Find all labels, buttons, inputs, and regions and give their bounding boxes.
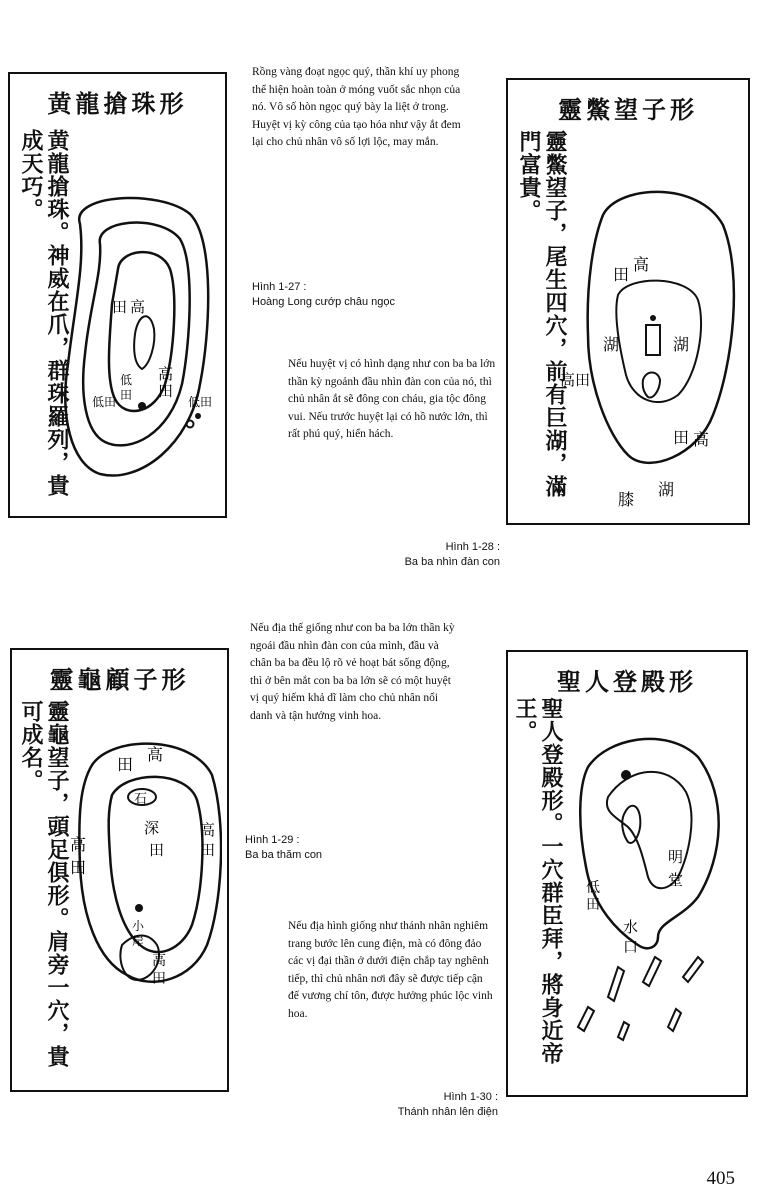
fig27-label-3: 高 — [158, 365, 174, 383]
fig30-label-5: 水 — [623, 918, 639, 936]
fig30-label-6: 口 — [623, 938, 639, 956]
figure-1-30-frame — [506, 650, 748, 1097]
fig30-label-1: 明 — [668, 848, 684, 866]
figure-1-28-paragraph: Nếu huyệt vị có hình dạng như con ba ba lớn thần kỳ ngoảnh đầu nhìn đàn con của nó, thì chủ nhân ắt sẽ đông con cháu, gia tộc đông vui. Nếu trước huyệt lại có hồ nước lớn, thì rất phú quý, hiển hách. — [288, 358, 496, 440]
fig30-label-4: 田 — [586, 897, 600, 913]
figure-1-30-title: 聖人登殿形 — [557, 667, 697, 696]
figure-1-30-paragraph: Nếu địa hình giống như thánh nhân nghiêm trang bước lên cung điện, mà có đông đảo các vị đại thần ở dưới điện chắp tay nghênh tiếp, thì chủ nhân nơi đây sẽ được tiếp cận đế vương chí tôn, được hưởng phúc lộc vinh hoa. — [288, 920, 493, 1020]
fig29-label-12: 小 — [132, 919, 145, 933]
fig29-label-4: 田 — [70, 858, 87, 877]
fig29-label-8: 高 — [200, 821, 216, 839]
figure-1-27-paragraph: Rồng vàng đoạt ngọc quý, thần khí uy phong thể hiện hoàn toàn ở móng vuốt sắc nhọn của nó. Vô số hòn ngọc quý bày la liệt ở trong. Huyệt vị kỳ công của tạo hóa như vậy ắt đem lại cho chủ nhân vô số lợi lộc, may mắn. — [252, 66, 461, 148]
fig29-label-13: 岸 — [132, 934, 145, 948]
fig30-label-3: 低 — [586, 880, 600, 896]
fig29-label-7: 田 — [149, 841, 165, 859]
fig29-label-1: 高 — [147, 745, 164, 764]
page-number: 405 — [706, 1168, 735, 1189]
figure-1-27-title: 黄龍搶珠形 — [47, 89, 188, 118]
figure-1-29-caption-num: Hình 1-29 : — [245, 834, 300, 846]
figure-1-28-caption-name: Ba ba nhìn đàn con — [404, 556, 500, 568]
figure-1-29-caption-name: Ba ba thăm con — [245, 849, 323, 861]
figure-1-29-paragraph: Nếu địa thế giống như con ba ba lớn thần kỳ ngoái đầu nhìn đàn con của mình, đầu và chân ba ba đều lộ rõ vẻ hoạt bát sống động, thì ở bên mắt con ba ba lớn sẽ có một huyệt vị quý hiếm khả dĩ làm cho chủ nhân nổi danh và tận hưởng vinh hoa. — [250, 622, 455, 722]
figure-1-28-vertical-text: 靈鱉望子，尾生四穴，前有巨湖，滿門富貴。 — [516, 130, 568, 498]
figure-1-29-title: 靈龜顧子形 — [49, 665, 190, 694]
figure-1-30-caption-num: Hình 1-30 : — [443, 1091, 498, 1103]
figure-1-27-caption-name: Hoàng Long cướp châu ngọc — [252, 296, 396, 308]
fig29-label-9: 田 — [200, 841, 216, 859]
fig27-label-1: 高 — [130, 298, 146, 316]
fig28-label-4: 湖 — [673, 335, 690, 354]
fig28-label-5: 高田 — [560, 371, 591, 389]
fig29-label-10: 高 — [152, 953, 166, 969]
figure-1-30-caption-name: Thánh nhân lên điện — [397, 1106, 498, 1118]
figure-1-30-vertical-text: 聖人登殿形。一穴群臣拜，將身近帝王。 — [512, 697, 564, 1065]
fig29-label-5: 石 — [134, 792, 148, 807]
figure-1-28-frame — [506, 78, 750, 525]
fig27-label-4: 田 — [158, 382, 174, 400]
fig28-label-8: 湖 — [658, 480, 675, 499]
fig29-label-2: 田 — [117, 755, 134, 774]
fig27-label-8: 低田 — [188, 395, 213, 409]
fig27-label-6: 田 — [120, 388, 133, 402]
fig28-label-7: 田 — [673, 428, 690, 447]
figure-1-28-map — [548, 175, 743, 515]
figure-1-27-vertical-text: 黄龍搶珠。神威在爪，群珠羅列，貴成天巧。 — [18, 129, 70, 497]
fig28-label-1: 高 — [633, 255, 650, 274]
figure-1-28-title: 靈鱉望子形 — [558, 95, 698, 124]
figure-1-30-map — [548, 707, 743, 1087]
figure-1-28-caption-num: Hình 1-28 : — [445, 541, 500, 553]
fig27-label-7: 低田 — [92, 395, 117, 409]
figure-1-27-caption-num: Hình 1-27 : — [252, 281, 307, 293]
fig28-label-2: 田 — [613, 265, 630, 284]
figure-1-29-frame — [10, 648, 229, 1092]
fig29-label-6: 深 — [144, 819, 160, 837]
figure-1-27-frame — [8, 72, 227, 518]
fig28-label-6: 高 — [693, 430, 710, 449]
fig27-label-5: 低 — [120, 373, 133, 387]
figure-1-27-map — [50, 184, 220, 514]
fig29-label-3: 高 — [70, 835, 87, 854]
fig30-label-2: 堂 — [668, 871, 684, 889]
figure-1-29-vertical-text: 靈龜望子，頭足俱形。肩旁一穴，貴可成名。 — [18, 700, 70, 1068]
fig27-label-2: 田 — [112, 298, 128, 316]
fig29-label-11: 田 — [152, 971, 166, 987]
fig28-label-9: 膝 — [618, 490, 635, 509]
fig28-label-3: 湖 — [603, 335, 620, 354]
figure-1-29-map — [52, 725, 222, 1015]
